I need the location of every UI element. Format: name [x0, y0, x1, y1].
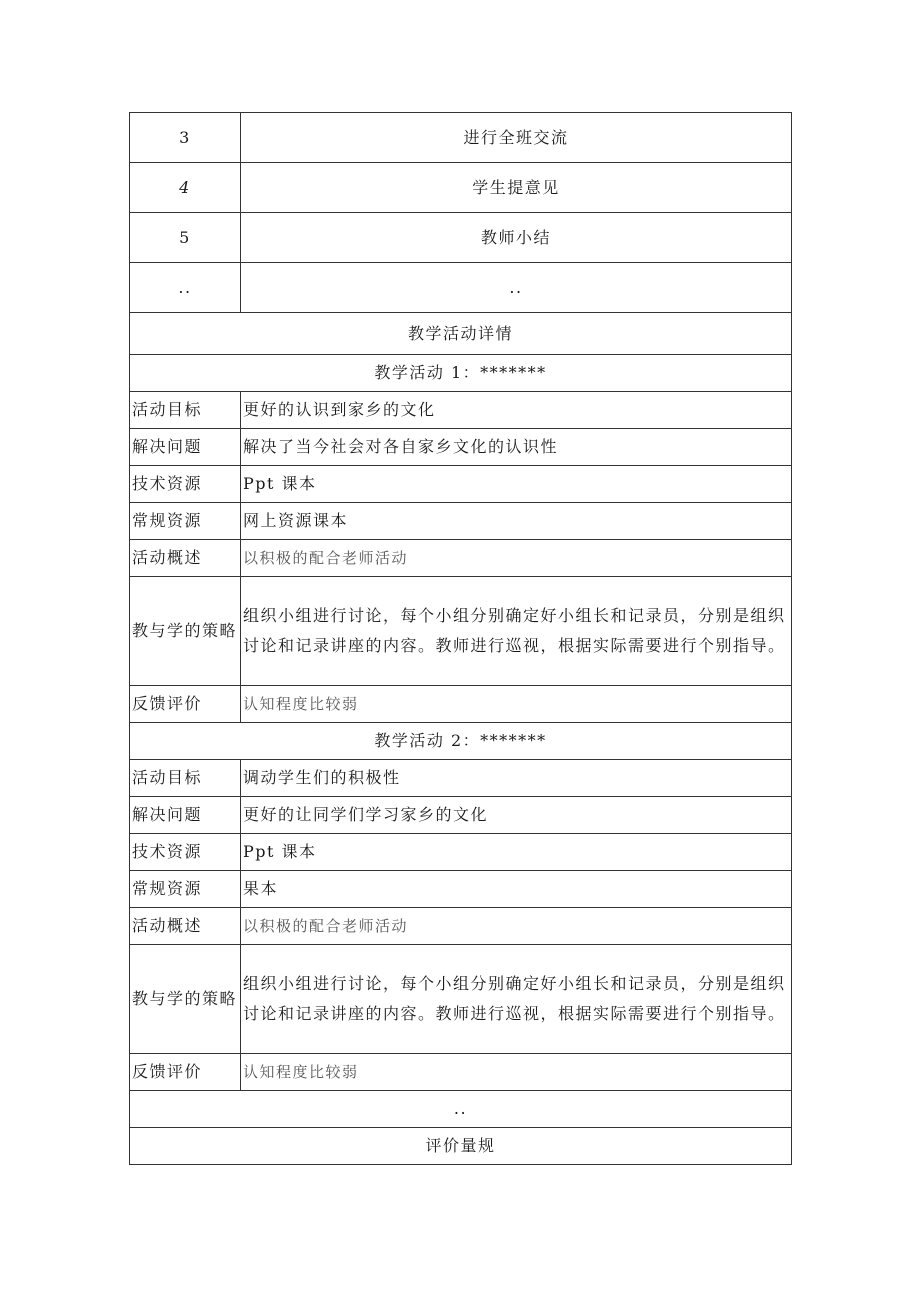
row-label: 教与学的策略 [130, 945, 241, 1054]
row-label: 常规资源 [130, 871, 241, 908]
row-value: 更好的让同学们学习家乡的文化 [241, 797, 792, 834]
step-number: 3 [130, 113, 241, 163]
table-row [130, 392, 792, 429]
row-label: 活动概述 [130, 908, 241, 945]
table-row [130, 760, 792, 797]
table-row [130, 540, 792, 577]
step-content: .. [241, 263, 792, 313]
table-row [130, 466, 792, 503]
row-value: 更好的认识到家乡的文化 [241, 392, 792, 429]
row-value: Ppt 课本 [241, 466, 792, 503]
table-row [130, 871, 792, 908]
row-value: 认知程度比较弱 [241, 686, 792, 723]
row-label: 解决问题 [130, 797, 241, 834]
step-row [130, 163, 792, 213]
section-title: 教学活动详情 [130, 313, 792, 355]
step-content: 学生提意见 [241, 163, 792, 213]
table-row [130, 834, 792, 871]
table-row [130, 686, 792, 723]
activity-title: 教学活动 1：******* [130, 355, 792, 392]
row-label: 技术资源 [130, 834, 241, 871]
row-label: 反馈评价 [130, 1054, 241, 1091]
row-value: 调动学生们的积极性 [241, 760, 792, 797]
row-value: 组织小组进行讨论，每个小组分别确定好小组长和记录员，分别是组织讨论和记录讲座的内容。教师进行巡视，根据实际需要进行个别指导。 [241, 577, 792, 686]
step-number: 4 [130, 163, 241, 213]
row-label: 常规资源 [130, 503, 241, 540]
step-content: 教师小结 [241, 213, 792, 263]
row-value: 认知程度比较弱 [241, 1054, 792, 1091]
row-value: 组织小组进行讨论，每个小组分别确定好小组长和记录员，分别是组织讨论和记录讲座的内容。教师进行巡视，根据实际需要进行个别指导。 [241, 945, 792, 1054]
table-row [130, 797, 792, 834]
row-label: 活动目标 [130, 760, 241, 797]
row-value: 解决了当今社会对各自家乡文化的认识性 [241, 429, 792, 466]
activity-title: 教学活动 2：******* [130, 723, 792, 760]
lesson-plan-table [129, 112, 792, 1165]
evaluation-title: 评价量规 [130, 1128, 792, 1165]
table-row [130, 945, 792, 1054]
table-row [130, 503, 792, 540]
table-row [130, 1054, 792, 1091]
row-label: 活动目标 [130, 392, 241, 429]
table-row [130, 577, 792, 686]
step-number: 5 [130, 213, 241, 263]
row-value: Ppt 课本 [241, 834, 792, 871]
step-row [130, 113, 792, 163]
row-value: 以积极的配合老师活动 [241, 540, 792, 577]
row-label: 解决问题 [130, 429, 241, 466]
row-label: 教与学的策略 [130, 577, 241, 686]
table-row [130, 908, 792, 945]
row-value: 网上资源课本 [241, 503, 792, 540]
row-label: 反馈评价 [130, 686, 241, 723]
ellipsis-row: .. [130, 1091, 792, 1128]
step-content: 进行全班交流 [241, 113, 792, 163]
row-value: 以积极的配合老师活动 [241, 908, 792, 945]
table-row [130, 429, 792, 466]
step-row [130, 263, 792, 313]
step-number: .. [130, 263, 241, 313]
row-label: 技术资源 [130, 466, 241, 503]
row-value: 果本 [241, 871, 792, 908]
row-label: 活动概述 [130, 540, 241, 577]
step-row [130, 213, 792, 263]
